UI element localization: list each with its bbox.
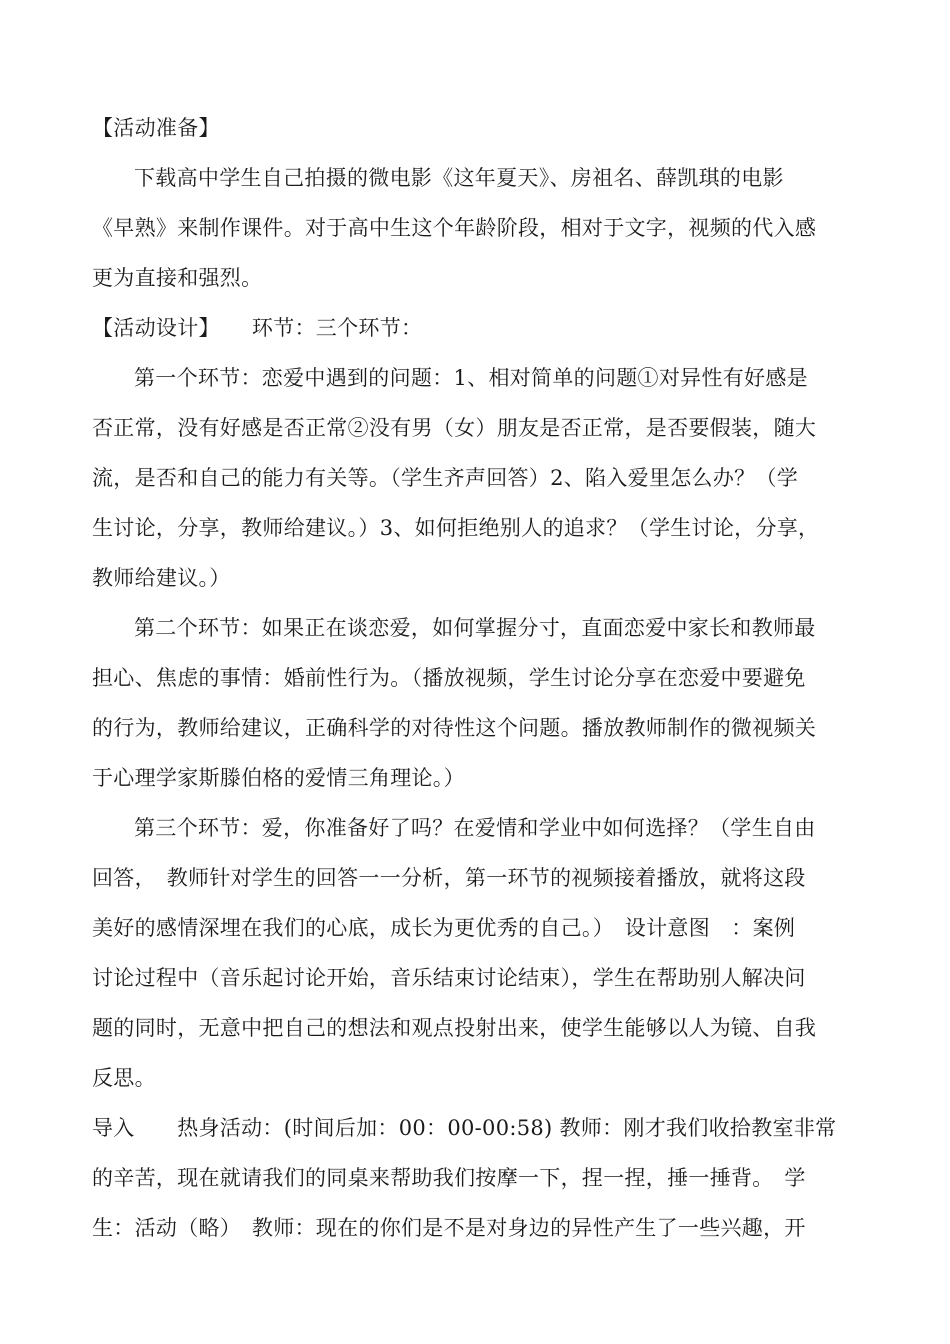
- paragraph-line: 流，是否和自己的能力有关等。（学生齐声回答）2、陷入爱里怎么办？（学: [92, 466, 799, 490]
- paragraph-line: 生：活动（略） 教师：现在的你们是不是对身边的异性产生了一些兴趣，开: [92, 1216, 806, 1240]
- paragraph-line: 《早熟》来制作课件。对于高中生这个年龄阶段，相对于文字，视频的代入感: [92, 216, 817, 240]
- paragraph-line: 第二个环节：如果正在谈恋爱，如何掌握分寸，直面恋爱中家长和教师最: [134, 616, 816, 640]
- paragraph-line: 更为直接和强烈。: [92, 266, 263, 290]
- paragraph-line: 教师给建议。）: [92, 566, 231, 590]
- paragraph-line: 于心理学家斯滕伯格的爱情三角理论。）: [92, 766, 465, 790]
- paragraph-line: 导入 热身活动：(时间后加：00：00-00:58) 教师：刚才我们收拾教室非常: [92, 1116, 837, 1140]
- paragraph-line: 的行为，教师给建议，正确科学的对待性这个问题。播放教师制作的微视频关: [92, 716, 817, 740]
- paragraph-line: 回答， 教师针对学生的回答一一分析，第一环节的视频接着播放，就将这段: [92, 866, 806, 890]
- paragraph-line: 下载高中学生自己拍摄的微电影《这年夏天》、房祖名、薛凯琪的电影: [134, 166, 784, 190]
- document-page: [92, 103, 860, 1253]
- paragraph-line: 题的同时，无意中把自己的想法和观点投射出来，使学生能够以人为镜、自我: [92, 1016, 817, 1040]
- paragraph-line: 担心、焦虑的事情：婚前性行为。（播放视频，学生讨论分享在恋爱中要避免: [92, 666, 806, 690]
- paragraph-line: 否正常，没有好感是否正常②没有男（女）朋友是否正常，是否要假装，随大: [92, 416, 817, 440]
- paragraph-line: 美好的感情深埋在我们的心底，成长为更优秀的自己。） 设计意图 ：案例: [92, 916, 796, 940]
- paragraph-line: 讨论过程中（音乐起讨论开始，音乐结束讨论结束），学生在帮助别人解决问: [92, 966, 806, 990]
- section-heading-design: 【活动设计】 环节：三个环节：: [92, 316, 423, 340]
- paragraph-line: 生讨论，分享，教师给建议。）3、如何拒绝别人的追求？（学生讨论，分享，: [92, 516, 820, 540]
- paragraph-line: 第一个环节：恋爱中遇到的问题：1、相对简单的问题①对异性有好感是: [134, 366, 808, 390]
- paragraph-line: 反思。: [92, 1066, 156, 1090]
- paragraph-line: 第三个环节：爱，你准备好了吗？在爱情和学业中如何选择？（学生自由: [134, 816, 816, 840]
- section-heading-preparation: 【活动准备】: [92, 116, 220, 140]
- paragraph-line: 的辛苦，现在就请我们的同桌来帮助我们按摩一下，捏一捏，捶一捶背。 学: [92, 1166, 806, 1190]
